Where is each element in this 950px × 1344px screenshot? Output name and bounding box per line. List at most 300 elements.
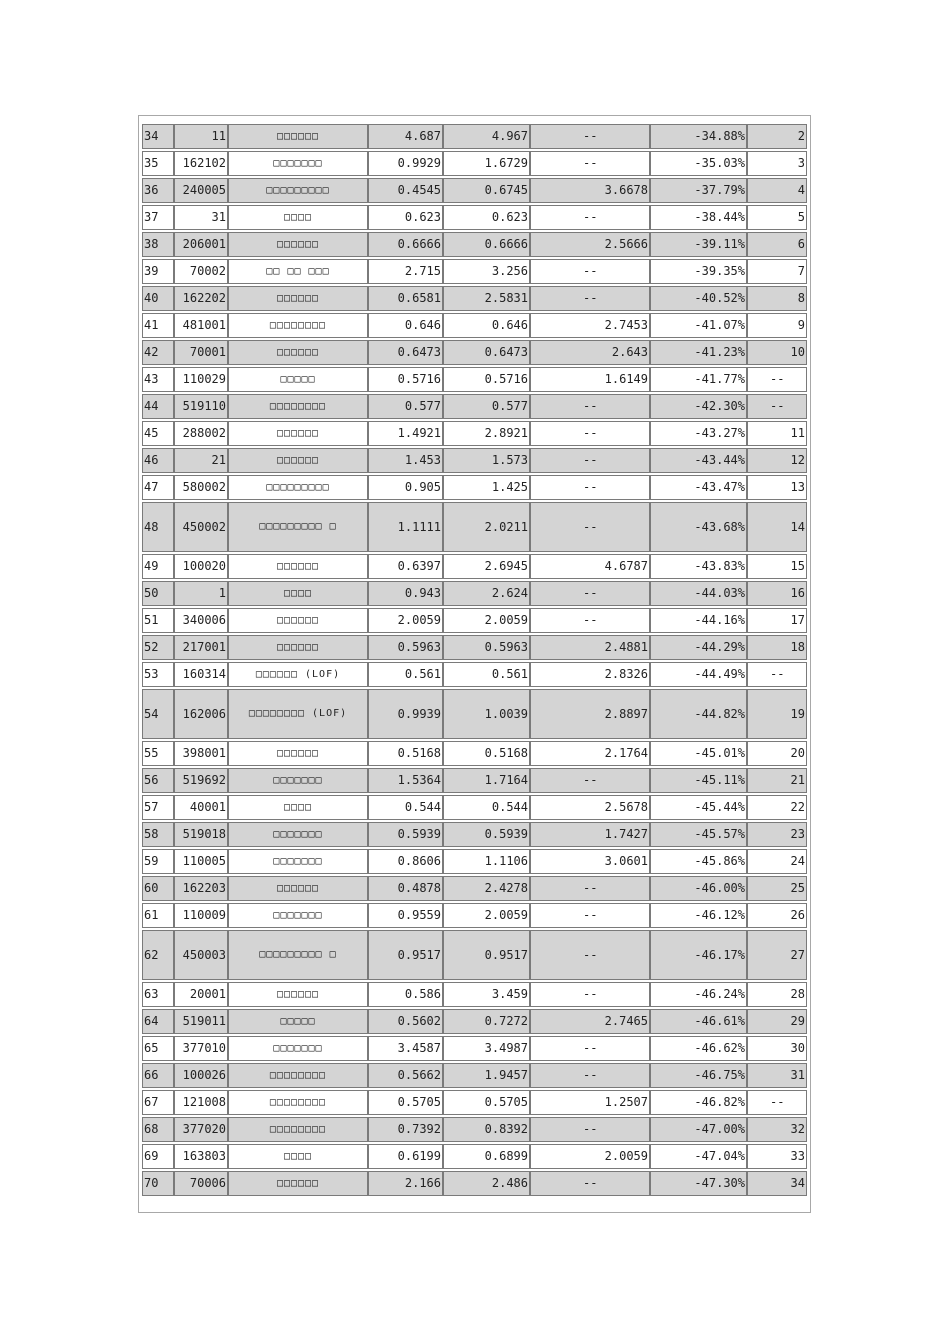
return-rate-cell: -38.44% (650, 205, 747, 230)
rank-cell: 24 (747, 849, 807, 874)
fund-code-cell: 206001 (174, 232, 228, 257)
unit-nav-cell: 0.6397 (368, 554, 443, 579)
fund-name-cell: □□□□□□ (228, 741, 368, 766)
unit-nav-cell: 0.6666 (368, 232, 443, 257)
unit-nav-cell: 2.166 (368, 1171, 443, 1196)
unit-nav-cell: 0.9559 (368, 903, 443, 928)
return-rate-cell: -46.24% (650, 982, 747, 1007)
accumulated-nav-cell: 0.8392 (443, 1117, 530, 1142)
accumulated-nav-cell: 1.7164 (443, 768, 530, 793)
accumulated-nav-cell: 2.5831 (443, 286, 530, 311)
return-rate-cell: -43.83% (650, 554, 747, 579)
return-rate-cell: -43.47% (650, 475, 747, 500)
fund-code-cell: 20001 (174, 982, 228, 1007)
return-rate-cell: -46.12% (650, 903, 747, 928)
accumulated-nav-cell: 0.5705 (443, 1090, 530, 1115)
fund-name-cell: □□□□□□ (228, 340, 368, 365)
table-row (142, 822, 807, 847)
extra-value-cell: 4.6787 (530, 554, 650, 579)
extra-value-cell: -- (530, 876, 650, 901)
row-number-cell: 59 (142, 849, 174, 874)
return-rate-cell: -41.07% (650, 313, 747, 338)
accumulated-nav-cell: 0.6899 (443, 1144, 530, 1169)
extra-value-cell: -- (530, 982, 650, 1007)
unit-nav-cell: 0.943 (368, 581, 443, 606)
row-number-cell: 62 (142, 930, 174, 980)
accumulated-nav-cell: 0.6745 (443, 178, 530, 203)
row-number-cell: 37 (142, 205, 174, 230)
row-number-cell: 52 (142, 635, 174, 660)
row-number-cell: 46 (142, 448, 174, 473)
unit-nav-cell: 2.715 (368, 259, 443, 284)
row-number-cell: 40 (142, 286, 174, 311)
extra-value-cell: -- (530, 930, 650, 980)
extra-value-cell: -- (530, 124, 650, 149)
row-number-cell: 42 (142, 340, 174, 365)
unit-nav-cell: 0.5716 (368, 367, 443, 392)
table-row (142, 1063, 807, 1088)
unit-nav-cell: 1.1111 (368, 502, 443, 552)
accumulated-nav-cell: 2.486 (443, 1171, 530, 1196)
row-number-cell: 63 (142, 982, 174, 1007)
fund-code-cell: 162102 (174, 151, 228, 176)
rank-cell: 10 (747, 340, 807, 365)
fund-code-cell: 121008 (174, 1090, 228, 1115)
unit-nav-cell: 0.623 (368, 205, 443, 230)
fund-name-cell: □□□□□□ (228, 421, 368, 446)
accumulated-nav-cell: 1.573 (443, 448, 530, 473)
extra-value-cell: 2.643 (530, 340, 650, 365)
extra-value-cell: -- (530, 448, 650, 473)
fund-name-cell: □□□□□□ (228, 635, 368, 660)
table-row (142, 554, 807, 579)
unit-nav-cell: 0.5705 (368, 1090, 443, 1115)
return-rate-cell: -46.62% (650, 1036, 747, 1061)
accumulated-nav-cell: 1.425 (443, 475, 530, 500)
fund-code-cell: 398001 (174, 741, 228, 766)
table-row (142, 741, 807, 766)
fund-name-cell: □□□□□ (228, 367, 368, 392)
return-rate-cell: -44.49% (650, 662, 747, 687)
fund-name-cell: □□□□□□□ (228, 849, 368, 874)
fund-name-cell: □□□□□□ (228, 448, 368, 473)
table-row (142, 1144, 807, 1169)
row-number-cell: 68 (142, 1117, 174, 1142)
table-row (142, 608, 807, 633)
fund-code-cell: 1 (174, 581, 228, 606)
fund-code-cell: 162203 (174, 876, 228, 901)
rank-cell: -- (747, 1090, 807, 1115)
return-rate-cell: -46.17% (650, 930, 747, 980)
accumulated-nav-cell: 1.9457 (443, 1063, 530, 1088)
extra-value-cell: 3.6678 (530, 178, 650, 203)
fund-code-cell: 31 (174, 205, 228, 230)
return-rate-cell: -44.03% (650, 581, 747, 606)
row-number-cell: 47 (142, 475, 174, 500)
table-row (142, 367, 807, 392)
fund-code-cell: 377010 (174, 1036, 228, 1061)
fund-name-cell: □□□□□□ (228, 286, 368, 311)
return-rate-cell: -39.11% (650, 232, 747, 257)
row-number-cell: 58 (142, 822, 174, 847)
return-rate-cell: -34.88% (650, 124, 747, 149)
accumulated-nav-cell: 0.561 (443, 662, 530, 687)
fund-name-cell: □□□□□□□□ (228, 1063, 368, 1088)
row-number-cell: 45 (142, 421, 174, 446)
fund-code-cell: 481001 (174, 313, 228, 338)
fund-code-cell: 100020 (174, 554, 228, 579)
accumulated-nav-cell: 0.7272 (443, 1009, 530, 1034)
row-number-cell: 48 (142, 502, 174, 552)
rank-cell: 5 (747, 205, 807, 230)
return-rate-cell: -43.27% (650, 421, 747, 446)
unit-nav-cell: 0.9517 (368, 930, 443, 980)
fund-name-cell: □□□□ (228, 581, 368, 606)
table-row (142, 1117, 807, 1142)
row-number-cell: 69 (142, 1144, 174, 1169)
accumulated-nav-cell: 3.256 (443, 259, 530, 284)
rank-cell: 9 (747, 313, 807, 338)
row-number-cell: 41 (142, 313, 174, 338)
fund-name-cell: □□□□□□ (228, 1171, 368, 1196)
fund-name-cell: □□□□□□ (LOF) (228, 662, 368, 687)
table-row (142, 502, 807, 552)
extra-value-cell: -- (530, 475, 650, 500)
accumulated-nav-cell: 3.459 (443, 982, 530, 1007)
return-rate-cell: -41.77% (650, 367, 747, 392)
table-row (142, 1171, 807, 1196)
accumulated-nav-cell: 4.967 (443, 124, 530, 149)
unit-nav-cell: 0.7392 (368, 1117, 443, 1142)
fund-name-cell: □□□□□□□□ (228, 394, 368, 419)
unit-nav-cell: 0.5939 (368, 822, 443, 847)
table-row (142, 286, 807, 311)
row-number-cell: 65 (142, 1036, 174, 1061)
rank-cell: 16 (747, 581, 807, 606)
table-row (142, 635, 807, 660)
fund-name-cell: □□□□□□□□ (228, 313, 368, 338)
extra-value-cell: -- (530, 1063, 650, 1088)
fund-code-cell: 100026 (174, 1063, 228, 1088)
row-number-cell: 56 (142, 768, 174, 793)
unit-nav-cell: 2.0059 (368, 608, 443, 633)
fund-name-cell: □□□□□□□□□ □ (228, 502, 368, 552)
extra-value-cell: 2.8897 (530, 689, 650, 739)
unit-nav-cell: 0.544 (368, 795, 443, 820)
rank-cell: -- (747, 394, 807, 419)
table-row (142, 394, 807, 419)
extra-value-cell: 1.7427 (530, 822, 650, 847)
fund-code-cell: 519110 (174, 394, 228, 419)
fund-code-cell: 519692 (174, 768, 228, 793)
rank-cell: 29 (747, 1009, 807, 1034)
unit-nav-cell: 3.4587 (368, 1036, 443, 1061)
row-number-cell: 35 (142, 151, 174, 176)
rank-cell: 7 (747, 259, 807, 284)
fund-name-cell: □□□□□□□□□ □ (228, 930, 368, 980)
rank-cell: -- (747, 662, 807, 687)
return-rate-cell: -37.79% (650, 178, 747, 203)
fund-name-cell: □□□□□□□ (228, 1036, 368, 1061)
fund-code-cell: 377020 (174, 1117, 228, 1142)
row-number-cell: 44 (142, 394, 174, 419)
return-rate-cell: -40.52% (650, 286, 747, 311)
row-number-cell: 61 (142, 903, 174, 928)
accumulated-nav-cell: 0.5716 (443, 367, 530, 392)
return-rate-cell: -47.30% (650, 1171, 747, 1196)
fund-code-cell: 519011 (174, 1009, 228, 1034)
fund-name-cell: □□□□□□□□ (228, 1090, 368, 1115)
table-row (142, 421, 807, 446)
table-row (142, 1090, 807, 1115)
table-row (142, 151, 807, 176)
accumulated-nav-cell: 1.0039 (443, 689, 530, 739)
row-number-cell: 49 (142, 554, 174, 579)
fund-name-cell: □□□□□□ (228, 876, 368, 901)
table-row (142, 795, 807, 820)
extra-value-cell: -- (530, 581, 650, 606)
fund-name-cell: □□□□□□ (228, 232, 368, 257)
fund-code-cell: 160314 (174, 662, 228, 687)
rank-cell: 6 (747, 232, 807, 257)
extra-value-cell: -- (530, 608, 650, 633)
accumulated-nav-cell: 0.577 (443, 394, 530, 419)
rank-cell: 14 (747, 502, 807, 552)
rank-cell: 33 (747, 1144, 807, 1169)
fund-code-cell: 70001 (174, 340, 228, 365)
return-rate-cell: -47.04% (650, 1144, 747, 1169)
fund-name-cell: □□□□□□□ (228, 822, 368, 847)
rank-cell: 13 (747, 475, 807, 500)
table-row (142, 232, 807, 257)
row-number-cell: 43 (142, 367, 174, 392)
extra-value-cell: 2.5666 (530, 232, 650, 257)
extra-value-cell: -- (530, 1036, 650, 1061)
accumulated-nav-cell: 2.6945 (443, 554, 530, 579)
extra-value-cell: -- (530, 502, 650, 552)
unit-nav-cell: 0.9939 (368, 689, 443, 739)
fund-code-cell: 240005 (174, 178, 228, 203)
extra-value-cell: -- (530, 394, 650, 419)
unit-nav-cell: 0.5602 (368, 1009, 443, 1034)
return-rate-cell: -46.75% (650, 1063, 747, 1088)
fund-code-cell: 40001 (174, 795, 228, 820)
fund-name-cell: □□□□□□□ (228, 768, 368, 793)
unit-nav-cell: 0.586 (368, 982, 443, 1007)
rank-cell: 25 (747, 876, 807, 901)
table-row (142, 178, 807, 203)
unit-nav-cell: 0.6581 (368, 286, 443, 311)
row-number-cell: 54 (142, 689, 174, 739)
accumulated-nav-cell: 2.4278 (443, 876, 530, 901)
rank-cell: 31 (747, 1063, 807, 1088)
accumulated-nav-cell: 2.624 (443, 581, 530, 606)
extra-value-cell: -- (530, 286, 650, 311)
table-row (142, 205, 807, 230)
extra-value-cell: 2.0059 (530, 1144, 650, 1169)
extra-value-cell: 3.0601 (530, 849, 650, 874)
extra-value-cell: -- (530, 259, 650, 284)
accumulated-nav-cell: 0.5963 (443, 635, 530, 660)
table-row (142, 340, 807, 365)
rank-cell: 21 (747, 768, 807, 793)
return-rate-cell: -45.11% (650, 768, 747, 793)
return-rate-cell: -44.82% (650, 689, 747, 739)
table-row (142, 689, 807, 739)
accumulated-nav-cell: 0.9517 (443, 930, 530, 980)
fund-ranking-table (142, 122, 807, 1198)
rank-cell: 4 (747, 178, 807, 203)
table-row (142, 259, 807, 284)
accumulated-nav-cell: 0.544 (443, 795, 530, 820)
fund-name-cell: □□□□□□□□□ (228, 178, 368, 203)
row-number-cell: 34 (142, 124, 174, 149)
return-rate-cell: -45.01% (650, 741, 747, 766)
fund-code-cell: 162006 (174, 689, 228, 739)
return-rate-cell: -45.86% (650, 849, 747, 874)
row-number-cell: 60 (142, 876, 174, 901)
unit-nav-cell: 0.5168 (368, 741, 443, 766)
accumulated-nav-cell: 3.4987 (443, 1036, 530, 1061)
return-rate-cell: -39.35% (650, 259, 747, 284)
unit-nav-cell: 0.5963 (368, 635, 443, 660)
table-row (142, 768, 807, 793)
unit-nav-cell: 0.4545 (368, 178, 443, 203)
return-rate-cell: -41.23% (650, 340, 747, 365)
table-row (142, 662, 807, 687)
fund-name-cell: □□□□ (228, 795, 368, 820)
rank-cell: 12 (747, 448, 807, 473)
unit-nav-cell: 4.687 (368, 124, 443, 149)
extra-value-cell: -- (530, 768, 650, 793)
rank-cell: 26 (747, 903, 807, 928)
fund-name-cell: □□□□ (228, 1144, 368, 1169)
unit-nav-cell: 1.5364 (368, 768, 443, 793)
accumulated-nav-cell: 0.6666 (443, 232, 530, 257)
fund-code-cell: 162202 (174, 286, 228, 311)
fund-code-cell: 110029 (174, 367, 228, 392)
fund-code-cell: 450003 (174, 930, 228, 980)
accumulated-nav-cell: 0.5939 (443, 822, 530, 847)
rank-cell: 19 (747, 689, 807, 739)
extra-value-cell: -- (530, 1117, 650, 1142)
extra-value-cell: 2.1764 (530, 741, 650, 766)
table-body (142, 124, 807, 1196)
fund-code-cell: 110009 (174, 903, 228, 928)
unit-nav-cell: 0.9929 (368, 151, 443, 176)
rank-cell: 20 (747, 741, 807, 766)
accumulated-nav-cell: 1.6729 (443, 151, 530, 176)
fund-code-cell: 580002 (174, 475, 228, 500)
fund-code-cell: 11 (174, 124, 228, 149)
unit-nav-cell: 0.6199 (368, 1144, 443, 1169)
rank-cell: 3 (747, 151, 807, 176)
row-number-cell: 53 (142, 662, 174, 687)
unit-nav-cell: 0.4878 (368, 876, 443, 901)
row-number-cell: 67 (142, 1090, 174, 1115)
unit-nav-cell: 1.4921 (368, 421, 443, 446)
unit-nav-cell: 0.905 (368, 475, 443, 500)
rank-cell: 27 (747, 930, 807, 980)
rank-cell: 34 (747, 1171, 807, 1196)
fund-name-cell: □□□□ (228, 205, 368, 230)
fund-code-cell: 450002 (174, 502, 228, 552)
extra-value-cell: 1.6149 (530, 367, 650, 392)
rank-cell: 30 (747, 1036, 807, 1061)
accumulated-nav-cell: 0.646 (443, 313, 530, 338)
accumulated-nav-cell: 2.0059 (443, 903, 530, 928)
fund-name-cell: □□□□□□□□ (228, 1117, 368, 1142)
extra-value-cell: 2.8326 (530, 662, 650, 687)
table-row (142, 903, 807, 928)
fund-code-cell: 163803 (174, 1144, 228, 1169)
extra-value-cell: -- (530, 421, 650, 446)
unit-nav-cell: 1.453 (368, 448, 443, 473)
row-number-cell: 57 (142, 795, 174, 820)
extra-value-cell: 2.7465 (530, 1009, 650, 1034)
extra-value-cell: -- (530, 151, 650, 176)
extra-value-cell: 2.4881 (530, 635, 650, 660)
unit-nav-cell: 0.646 (368, 313, 443, 338)
fund-name-cell: □□□□□□ (228, 982, 368, 1007)
fund-code-cell: 70002 (174, 259, 228, 284)
table-row (142, 313, 807, 338)
fund-code-cell: 340006 (174, 608, 228, 633)
extra-value-cell: 1.2507 (530, 1090, 650, 1115)
rank-cell: 11 (747, 421, 807, 446)
return-rate-cell: -46.82% (650, 1090, 747, 1115)
row-number-cell: 70 (142, 1171, 174, 1196)
table-row (142, 849, 807, 874)
return-rate-cell: -44.29% (650, 635, 747, 660)
row-number-cell: 36 (142, 178, 174, 203)
accumulated-nav-cell: 1.1106 (443, 849, 530, 874)
accumulated-nav-cell: 2.8921 (443, 421, 530, 446)
table-row (142, 1036, 807, 1061)
row-number-cell: 51 (142, 608, 174, 633)
return-rate-cell: -43.44% (650, 448, 747, 473)
fund-name-cell: □□□□□□□ (228, 151, 368, 176)
accumulated-nav-cell: 0.5168 (443, 741, 530, 766)
return-rate-cell: -45.44% (650, 795, 747, 820)
fund-name-cell: □□□□□□□□□ (228, 475, 368, 500)
fund-name-cell: □□□□□□□ (228, 903, 368, 928)
row-number-cell: 64 (142, 1009, 174, 1034)
fund-name-cell: □□□□□□ (228, 608, 368, 633)
fund-name-cell: □□□□□□ (228, 124, 368, 149)
rank-cell: 17 (747, 608, 807, 633)
rank-cell: 8 (747, 286, 807, 311)
extra-value-cell: -- (530, 205, 650, 230)
extra-value-cell: 2.7453 (530, 313, 650, 338)
fund-name-cell: □□□□□ (228, 1009, 368, 1034)
rank-cell: -- (747, 367, 807, 392)
return-rate-cell: -46.61% (650, 1009, 747, 1034)
table-row (142, 876, 807, 901)
fund-code-cell: 70006 (174, 1171, 228, 1196)
return-rate-cell: -44.16% (650, 608, 747, 633)
return-rate-cell: -47.00% (650, 1117, 747, 1142)
unit-nav-cell: 0.5662 (368, 1063, 443, 1088)
return-rate-cell: -46.00% (650, 876, 747, 901)
unit-nav-cell: 0.8606 (368, 849, 443, 874)
rank-cell: 2 (747, 124, 807, 149)
unit-nav-cell: 0.561 (368, 662, 443, 687)
table-row (142, 1009, 807, 1034)
rank-cell: 28 (747, 982, 807, 1007)
return-rate-cell: -42.30% (650, 394, 747, 419)
accumulated-nav-cell: 0.623 (443, 205, 530, 230)
